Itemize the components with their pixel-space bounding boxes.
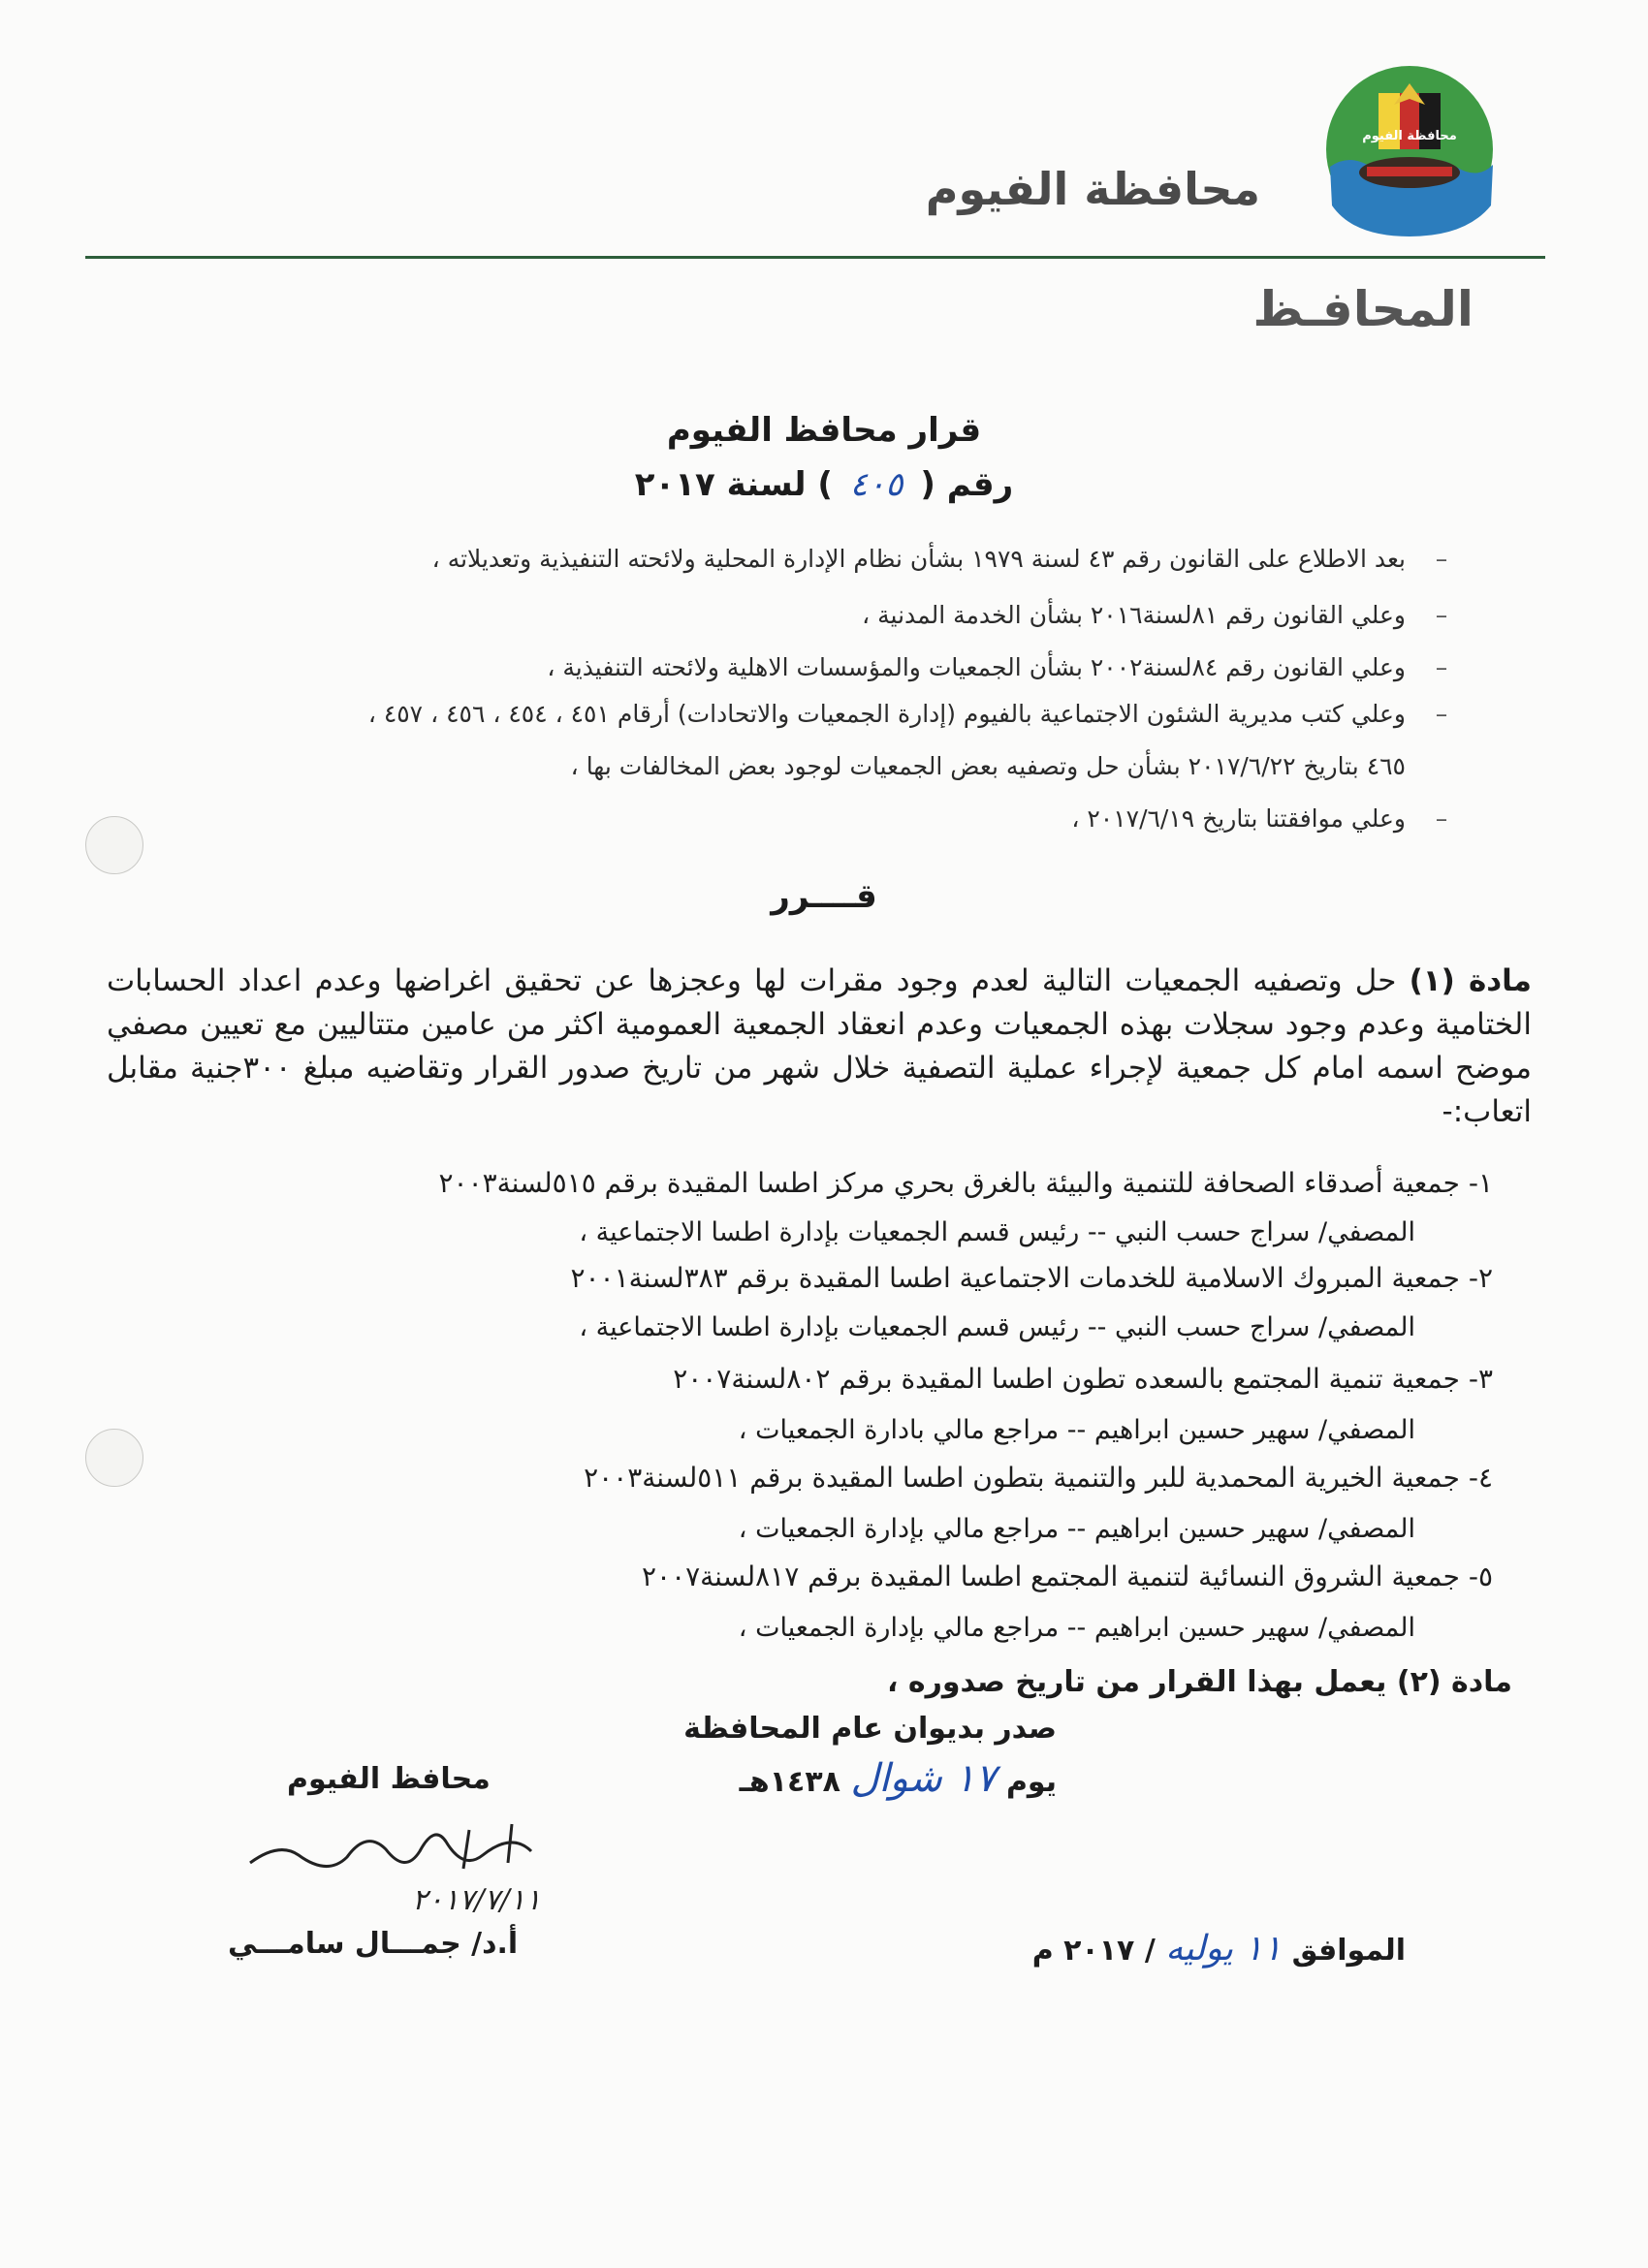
hijri-date-suffix: ١٤٣٨هـ [739,1765,840,1799]
decided-heading: قــــرر [771,877,877,916]
signature-date: ٢٠١٧/٧/١١ [411,1883,541,1917]
decree-title: قرار محافظ الفيوم [666,411,982,450]
association-item: ٣- جمعية تنمية المجتمع بالسعده تطون اطسا المقيدة برقم ٨٠٢لسنة٢٠٠٧ [673,1363,1493,1395]
gregorian-date-handwritten: ١١ يوليه [1165,1929,1283,1969]
hijri-date-handwritten: ١٧ شوال [850,1756,997,1801]
association-liquidator: المصفي/ سهير حسين ابراهيم -- مراجع مالي بادارة الجمعيات ، [738,1415,1415,1445]
article-1-label: مادة (١) [1409,963,1532,998]
association-liquidator: المصفي/ سراج حسب النبي -- رئيس قسم الجمعيات بإدارة اطسا الاجتماعية ، [579,1217,1415,1247]
governorate-logo [1320,60,1499,244]
preamble-line: –بعد الاطلاع على القانون رقم ٤٣ لسنة ١٩٧٩ بشأن نظام الإدارة المحلية ولائحته التنفيذية وتعديلاته ، [431,545,1448,573]
governor-office-heading: المحافـظ [1252,281,1474,337]
association-item: ٤- جمعية الخيرية المحمدية للبر والتنمية بتطون اطسا المقيدة برقم ٥١١لسنة٢٠٠٣ [584,1462,1493,1494]
hijri-date-prefix: يوم [1005,1765,1057,1799]
decree-number-handwritten: ٤٠٥ [849,465,903,504]
handwritten-signature [221,1812,551,1919]
preamble-line: –وعلي القانون رقم ٨٤لسنة٢٠٠٢ بشأن الجمعيات والمؤسسات الاهلية ولائحته التنفيذية ، [547,653,1448,681]
preamble-line: –وعلي القانون رقم ٨١لسنة٢٠١٦ بشأن الخدمة المدنية ، [862,601,1448,629]
association-liquidator: المصفي/ سهير حسين ابراهيم -- مراجع مالي بإدارة الجمعيات ، [738,1514,1415,1544]
article-1-text: حل وتصفيه الجمعيات التالية لعدم وجود مقرات لها وعجزها عن تحقيق اغراضها وعدم اعداد الحسابات الختامية وعدم وجود سجلات بهذه الجمعيات وعدم انعقاد الجمعية العمومية اكثر من عامين متتاليين مع تعيين مصفي موضح اسمه امام كل جمعية لإجراء عملية التصفية خلال شهر من تاريخ صدور القرار وتقاضيه مبلغ ٣٠٠جنية مقابل اتعاب:- [107,963,1532,1129]
article-1 [107,960,1532,1134]
decree-number-prefix: رقم ( [920,465,1014,504]
gregorian-date-suffix: / ٢٠١٧ م [1031,1934,1156,1968]
preamble-line: –وعلي كتب مديرية الشئون الاجتماعية بالفيوم (إدارة الجمعيات والاتحادات) أرقام ٤٥١ ، ٤٥٤ ، ٤٥٦ ، ٤٥٧ ، [367,700,1448,728]
signatory-name: أ.د/ جمـــال سامـــي [228,1927,519,1961]
logo-text: محافظة الفيوم [1362,129,1457,143]
issued-at: صدر بديوان عام المحافظة [683,1712,1057,1746]
punch-hole-bottom [85,1429,143,1487]
punch-hole-top [85,816,143,874]
association-liquidator: المصفي/ سراج حسب النبي -- رئيس قسم الجمعيات بإدارة اطسا الاجتماعية ، [579,1312,1415,1342]
signatory-title: محافظ الفيوم [287,1762,491,1796]
association-item: ٢- جمعية المبروك الاسلامية للخدمات الاجتماعية اطسا المقيدة برقم ٣٨٣لسنة٢٠٠١ [570,1262,1493,1294]
preamble-line: –وعلي موافقتنا بتاريخ ٢٠١٧/٦/١٩ ، [1071,804,1448,833]
governorate-name: محافظة الفيوم [925,163,1260,215]
decree-number-suffix: ) لسنة ٢٠١٧ [634,465,833,504]
association-item: ١- جمعية أصدقاء الصحافة للتنمية والبيئة بالغرق بحري مركز اطسا المقيدة برقم ٥١٥لسنة٢٠٠٣ [438,1167,1493,1199]
preamble-line-continued: ٤٦٥ بتاريخ ٢٠١٧/٦/٢٢ بشأن حل وتصفيه بعض الجمعيات لوجود بعض المخالفات بها ، [570,752,1406,780]
gregorian-date-prefix: الموافق [1291,1934,1406,1968]
hijri-date [740,1756,1057,1801]
article-2: مادة (٢) يعمل بهذا القرار من تاريخ صدوره ، [887,1665,1512,1699]
decree-number-line [0,465,1648,504]
association-liquidator: المصفي/ سهير حسين ابراهيم -- مراجع مالي بإدارة الجمعيات ، [738,1613,1415,1643]
association-item: ٥- جمعية الشروق النسائية لتنمية المجتمع اطسا المقيدة برقم ٨١٧لسنة٢٠٠٧ [641,1560,1493,1592]
header-divider [85,256,1545,259]
gregorian-date [1032,1929,1406,1969]
